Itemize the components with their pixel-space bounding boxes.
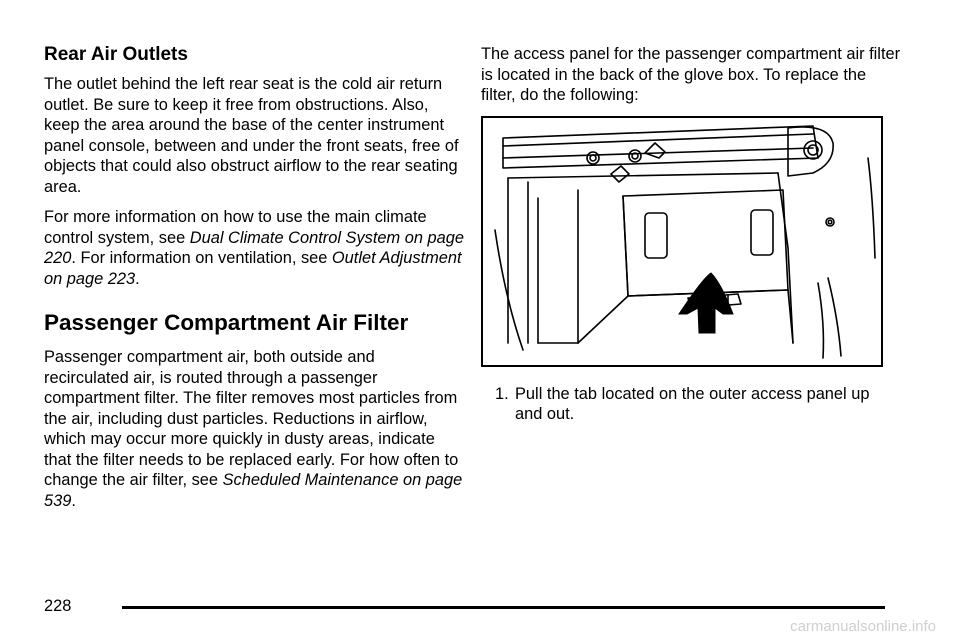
rear-outlets-paragraph: The outlet behind the left rear seat is the cold air return outlet. Be sure to keep it free from obstructions. Also, keep the area around the base of the center instrument panel console, between and under the front seats, free of objects that could also obstruct airflow to the rear seating area. [44, 75, 459, 196]
dual-climate-control-link[interactable]: Dual Climate Control System on page 220 [44, 228, 464, 267]
up-arrow-icon [679, 273, 733, 333]
air-filter-text-end: . [71, 491, 76, 510]
bolt-left-inner [590, 155, 596, 161]
page-footer [44, 596, 884, 616]
step-text: Pull the tab located on the outer access panel up and out. [515, 384, 870, 423]
bolt-left [587, 152, 599, 164]
beam-tab [645, 143, 665, 158]
small-bolt-center [828, 220, 832, 224]
step-list [481, 384, 901, 425]
ref-text-b: . For information on ventilation, see [71, 249, 332, 267]
right-sweep [828, 278, 841, 356]
page-number: 228 [44, 597, 72, 615]
right-column [481, 44, 901, 425]
watermark: carmanualsonline.info [790, 618, 936, 635]
footer-rule [122, 606, 885, 609]
access-panel-intro: The access panel for the passenger compartment air filter is located in the back of the glove box. To replace the filter, do the following: [481, 45, 901, 104]
ref-text-a: For more information on how to use the main climate control system, see [44, 208, 427, 247]
box-floor [578, 290, 793, 343]
bolt-mid [629, 150, 641, 162]
glove-box-illustration [481, 116, 883, 367]
air-filter-paragraph [44, 347, 464, 511]
small-bolt [826, 218, 834, 226]
step-number: 1. [495, 384, 509, 403]
air-filter-heading: Passenger Compartment Air Filter [44, 310, 409, 335]
rear-air-outlets-heading: Rear Air Outlets [44, 44, 188, 65]
left-column [44, 44, 464, 521]
panel-slot-left [645, 213, 667, 258]
outlet-adjustment-link[interactable]: Outlet Adjustment on page 223 [44, 249, 462, 288]
scheduled-maintenance-link[interactable]: Scheduled Maintenance on page 539 [44, 471, 463, 510]
bolt-right-outer [804, 141, 822, 159]
panel-left [623, 196, 628, 296]
left-sweep [495, 230, 523, 350]
list-item [481, 384, 901, 425]
clip [611, 166, 629, 182]
panel-slot-right [751, 210, 773, 255]
glove-box-filter-access-illustration [483, 118, 881, 365]
box-top-edge [508, 173, 778, 178]
climate-reference-paragraph [44, 207, 464, 289]
dash-beam-edge-lower [503, 148, 813, 158]
ref-text-c: . [135, 269, 140, 288]
right-sweep-far [868, 158, 875, 258]
right-sweep-2 [818, 283, 823, 358]
air-filter-text: Passenger compartment air, both outside and recirculated air, is routed through a passenger compartment filter. The filter removes most particles from the air, including dust particles. Reductions in airflow, which may occur more quickly in dusty areas, indicate that the filter needs to be replaced early. For how often to change the air filter, see [44, 348, 459, 489]
